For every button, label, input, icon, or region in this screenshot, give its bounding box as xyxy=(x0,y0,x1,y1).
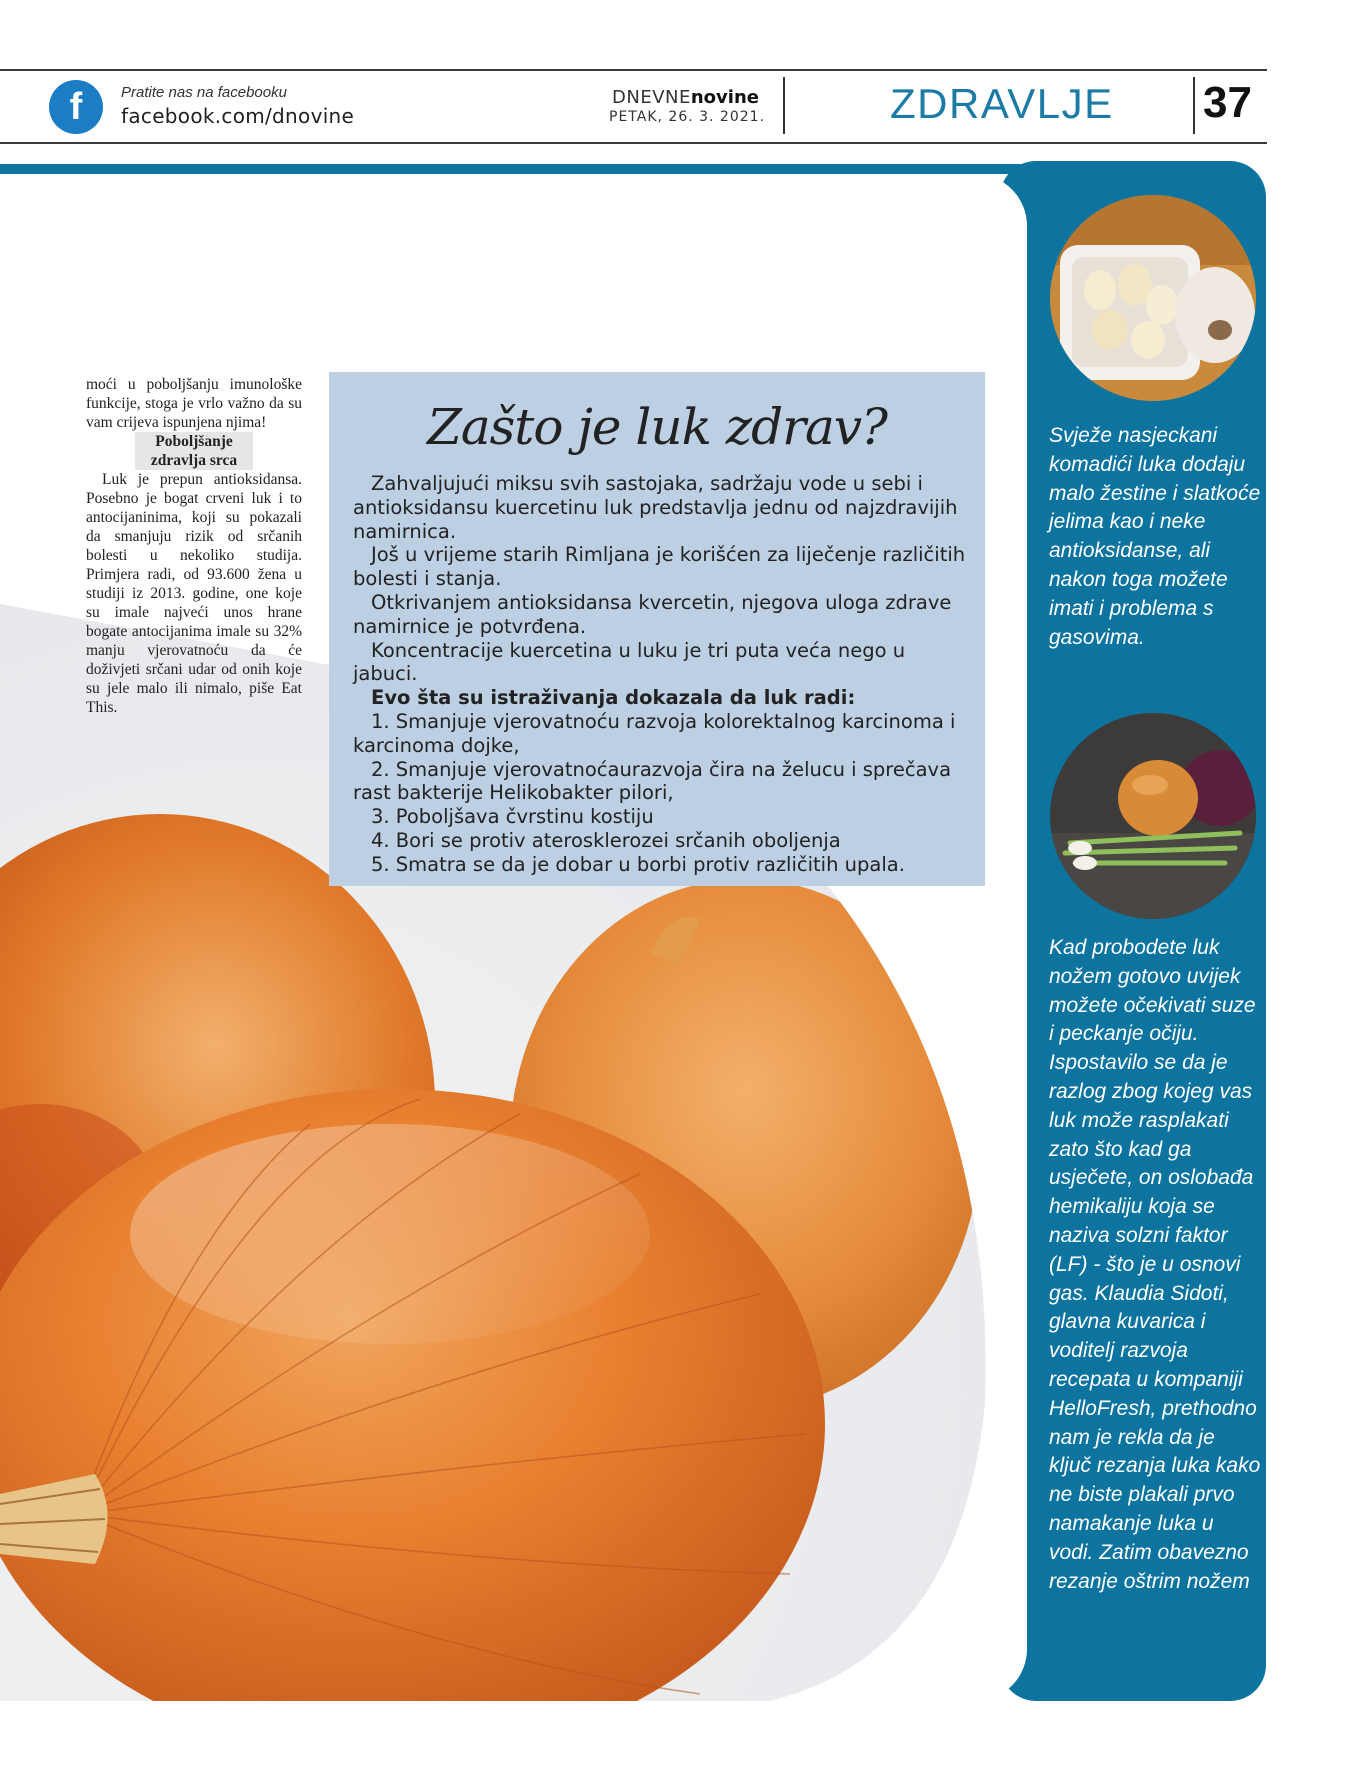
page-number: 37 xyxy=(1203,78,1252,127)
info-paragraph: Otkrivanjem antioksidansa kvercetin, njegova uloga zdrave namirnice je potvrđena. xyxy=(353,590,952,638)
facebook-link[interactable]: facebook.com/dnovine xyxy=(121,104,355,128)
left-subhead xyxy=(135,432,253,470)
info-box-title: Zašto je luk zdrav? xyxy=(427,398,887,456)
sidebar-text-tears: Kad probodete luk nožem gotovo uvijek možete očekivati suze i peckanje očiju. Ispostavilo se da je razlog zbog kojeg vas luk može rasplakati zato što kad ga usječete, on oslobađa hemikaliju koja se naziva solzni faktor (LF) - što je u osnovi gas. Klaudia Sidoti, glavna kuvarica i voditelj razvoja recepata u kompaniji HelloFresh, prethodno nam je rekla da je ključ rezanja luka kako ne biste plakali prvo namakanje luka u vodi. Zatim obavezno rezanje oštrim nožem xyxy=(1049,936,1261,1593)
info-list-heading: Evo šta su istraživanja dokazala da luk radi: xyxy=(371,686,856,710)
facebook-icon[interactable]: f xyxy=(49,80,103,134)
info-paragraph: Još u vrijeme starih Rimljana je korišćen za liječenje različitih bolesti i stanja. xyxy=(353,543,966,591)
benefits-list xyxy=(353,710,969,877)
left-paragraph: moći u poboljšanju imunološke funkcije, stoga je vrlo važno da su vam crijeva ispunjena njima! xyxy=(86,376,302,431)
sidebar-text-garlic: Svježe nasjeckani komadići luka dodaju malo žestine i slatkoće jelima kao i neke antioksidanse, ali nakon toga možete imati i problema s gasovima. xyxy=(1049,424,1261,649)
header-bottom-rule xyxy=(0,142,1267,144)
header-top-rule xyxy=(0,69,1267,71)
header-divider xyxy=(783,77,785,134)
garlic-photo xyxy=(1050,195,1256,401)
teal-frame-line xyxy=(0,164,1040,174)
section-title: ZDRAVLJE xyxy=(890,80,1114,127)
left-subhead-line: zdravlja srca xyxy=(150,452,238,469)
article-panel xyxy=(0,174,1027,1701)
newspaper-name-prefix: DNEVNE xyxy=(612,87,691,108)
left-text-column xyxy=(86,375,302,717)
left-paragraph: Luk je prepun antioksidansa. Posebno je bogat crveni luk i to antocijaninima, koji su pokazali da smanjuju rizik od srčanih bolesti u nekoliko studija. Primjera radi, od 93.600 žena u studiji iz 2013. godine, one koje su imale najveći unos hrane bogate antocijanima imale su 32% manju vjerovatnoću da će doživjeti srčani udar od onih koje su jele malo ili nimalo, piše Eat This. xyxy=(86,471,302,716)
list-item: 4. Bori se protiv aterosklerozei srčanih oboljenja xyxy=(371,828,841,852)
onions-photo-image xyxy=(1050,713,1256,919)
info-box xyxy=(329,372,985,886)
header-divider xyxy=(1193,77,1195,134)
list-item: 1. Smanjuje vjerovatnoću razvoja kolorektalnog karcinoma i karcinoma dojke, xyxy=(353,709,956,757)
info-paragraph: Koncentracije kuercetina u luku je tri puta veća nego u jabuci. xyxy=(353,638,906,686)
newspaper-name-suffix: novine xyxy=(690,87,759,108)
facebook-prompt: Pratite nas na facebooku xyxy=(121,84,287,101)
issue-date: PETAK, 26. 3. 2021. xyxy=(609,109,766,125)
list-item: 2. Smanjuje vjerovatnoćaurazvoja čira na želucu i sprečava rast bakterije Helikobakter pilori, xyxy=(353,757,952,805)
list-item: 3. Poboljšava čvrstinu kostiju xyxy=(371,805,654,829)
info-paragraph: Zahvaljujući miksu svih sastojaka, sadržaju vode u sebi i antioksidansu kuercetinu luk predstavlja jednu od najzdravijih namirnica. xyxy=(353,472,958,543)
list-item: 5. Smatra se da je dobar u borbi protiv različitih upala. xyxy=(371,852,905,876)
garlic-photo-image xyxy=(1050,195,1256,401)
left-subhead-line: Poboljšanje xyxy=(155,433,233,450)
onions-photo xyxy=(1050,713,1256,919)
newspaper-name xyxy=(612,87,759,108)
info-box-body xyxy=(353,472,969,877)
